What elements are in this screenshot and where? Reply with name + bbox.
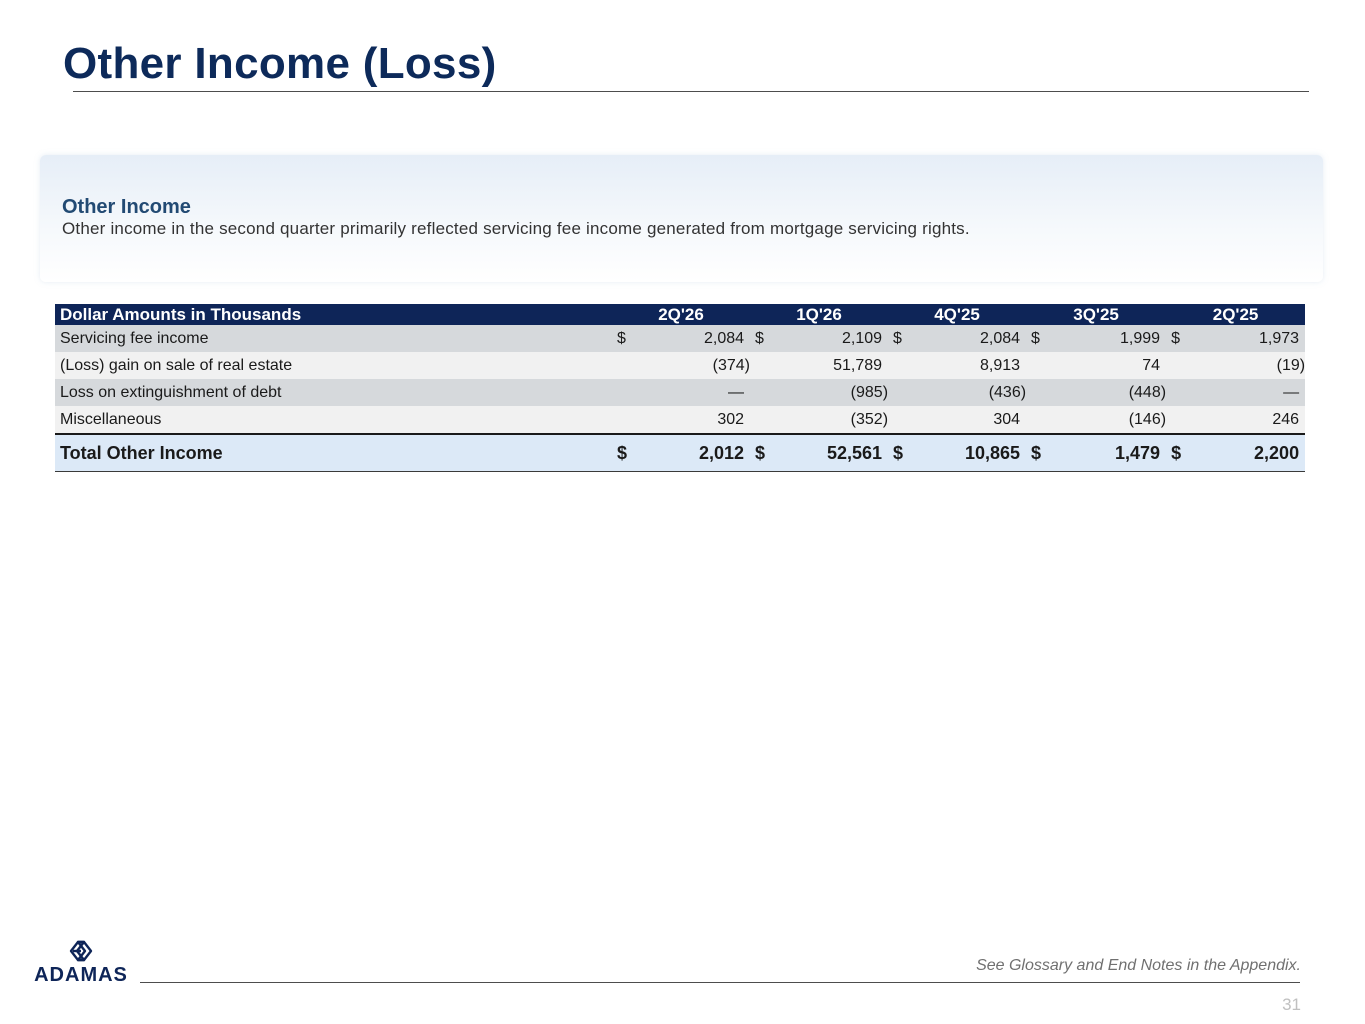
currency-symbol xyxy=(750,379,770,406)
currency-symbol xyxy=(1026,406,1046,434)
header-quarter: 4Q'25 xyxy=(888,304,1026,325)
row-label: (Loss) gain on sale of real estate xyxy=(55,352,612,379)
cell-value: 10,865 xyxy=(908,434,1026,472)
currency-symbol xyxy=(1026,379,1046,406)
cell-value: 302 xyxy=(632,406,750,434)
header-quarter: 2Q'25 xyxy=(1166,304,1305,325)
cell-value: — xyxy=(632,379,750,406)
table-row xyxy=(55,379,1305,406)
cell-value: (436) xyxy=(908,379,1026,406)
cell-value: (985) xyxy=(770,379,888,406)
currency-symbol xyxy=(1166,406,1186,434)
slide-title: Other Income (Loss) xyxy=(63,39,497,88)
cell-value: (146) xyxy=(1046,406,1166,434)
currency-symbol xyxy=(750,352,770,379)
cell-value: (19) xyxy=(1186,352,1305,379)
cell-value: 2,012 xyxy=(632,434,750,472)
callout-heading: Other Income xyxy=(62,196,191,218)
currency-symbol: $ xyxy=(1166,325,1186,352)
cell-value: 2,200 xyxy=(1186,434,1305,472)
row-label: Miscellaneous xyxy=(55,406,612,434)
currency-symbol: $ xyxy=(750,325,770,352)
currency-symbol xyxy=(612,352,632,379)
currency-symbol: $ xyxy=(612,434,632,472)
header-quarter: 3Q'25 xyxy=(1026,304,1166,325)
header-quarter: 1Q'26 xyxy=(750,304,888,325)
table-row xyxy=(55,352,1305,379)
currency-symbol: $ xyxy=(750,434,770,472)
header-label: Dollar Amounts in Thousands xyxy=(55,304,612,325)
currency-symbol xyxy=(1026,352,1046,379)
currency-symbol xyxy=(750,406,770,434)
cell-value: 1,479 xyxy=(1046,434,1166,472)
table-row xyxy=(55,406,1305,434)
footer-divider xyxy=(140,982,1300,983)
cell-value: — xyxy=(1186,379,1305,406)
table-header-row xyxy=(55,304,1305,325)
cell-value: 2,084 xyxy=(632,325,750,352)
cell-value: 51,789 xyxy=(770,352,888,379)
row-label: Total Other Income xyxy=(55,434,612,472)
row-label: Servicing fee income xyxy=(55,325,612,352)
currency-symbol: $ xyxy=(888,325,908,352)
cell-value: 1,973 xyxy=(1186,325,1305,352)
cell-value: (352) xyxy=(770,406,888,434)
cell-value: (374) xyxy=(632,352,750,379)
currency-symbol: $ xyxy=(1026,325,1046,352)
page-number: 31 xyxy=(1282,995,1301,1014)
company-logo xyxy=(28,938,134,988)
currency-symbol xyxy=(888,406,908,434)
currency-symbol xyxy=(1166,379,1186,406)
cell-value: 2,084 xyxy=(908,325,1026,352)
total-row xyxy=(55,434,1305,472)
footnote: See Glossary and End Notes in the Appendix. xyxy=(976,957,1301,974)
currency-symbol: $ xyxy=(612,325,632,352)
cell-value: 2,109 xyxy=(770,325,888,352)
row-label: Loss on extinguishment of debt xyxy=(55,379,612,406)
cell-value: 246 xyxy=(1186,406,1305,434)
currency-symbol: $ xyxy=(1166,434,1186,472)
currency-symbol: $ xyxy=(888,434,908,472)
currency-symbol xyxy=(612,406,632,434)
cell-value: 52,561 xyxy=(770,434,888,472)
cell-value: 304 xyxy=(908,406,1026,434)
logo-mark-icon xyxy=(28,938,134,964)
other-income-table xyxy=(55,304,1305,472)
cell-value: 1,999 xyxy=(1046,325,1166,352)
currency-symbol xyxy=(1166,352,1186,379)
callout-box xyxy=(40,155,1323,282)
cell-value: 8,913 xyxy=(908,352,1026,379)
cell-value: 74 xyxy=(1046,352,1166,379)
table-row xyxy=(55,325,1305,352)
header-quarter: 2Q'26 xyxy=(612,304,750,325)
currency-symbol xyxy=(888,379,908,406)
callout-text: Other income in the second quarter primarily reflected servicing fee income generated from mortgage servicing rights. xyxy=(62,219,970,238)
currency-symbol: $ xyxy=(1026,434,1046,472)
currency-symbol xyxy=(888,352,908,379)
logo-wordmark: ADAMAS xyxy=(34,964,128,986)
title-divider xyxy=(73,91,1309,92)
cell-value: (448) xyxy=(1046,379,1166,406)
currency-symbol xyxy=(612,379,632,406)
